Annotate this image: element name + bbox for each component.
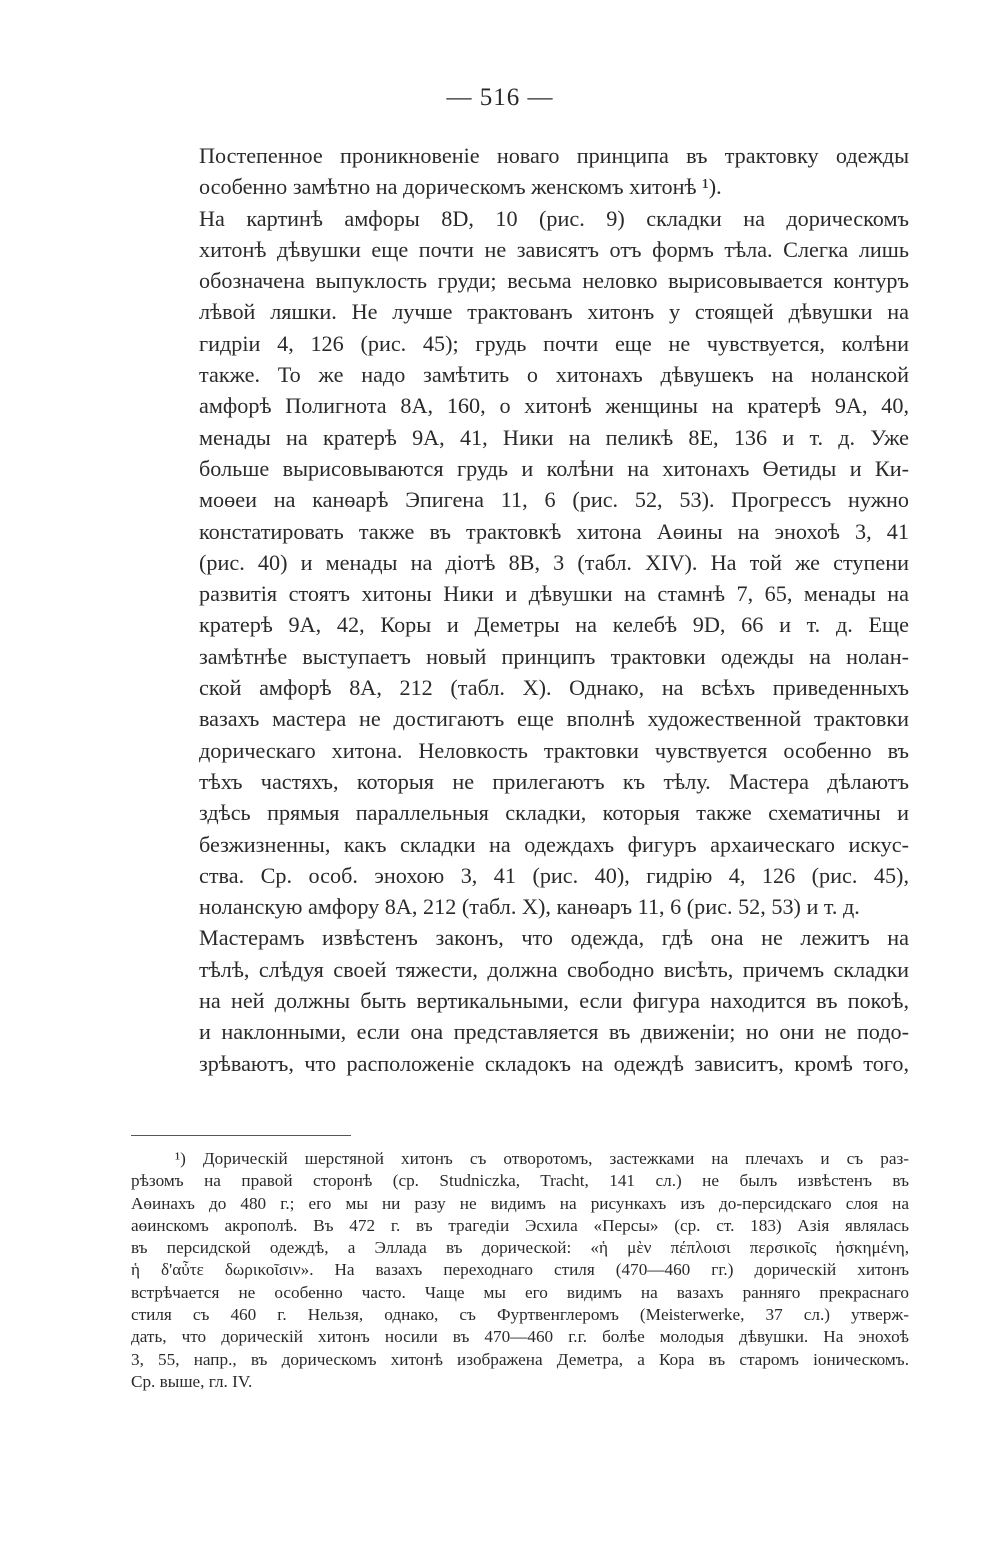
paragraph-3	[131, 922, 909, 1078]
footnote-line: ¹) Дорическій шерстяной хитонъ съ отворотомъ, застежками на плечахъ и съ раз-	[175, 1149, 909, 1168]
paragraph-2	[131, 203, 909, 923]
text-line: больше вырисовываются грудь и колѣни на хитонахъ Өетиды и Ки-	[199, 455, 909, 481]
text-line: здѣсь прямыя параллельныя складки, которыя также схематичны и	[199, 800, 909, 826]
text-line: ства. Ср. особ. энохою 3, 41 (рис. 40), гидрію 4, 126 (рис. 45),	[199, 862, 909, 888]
main-text	[131, 140, 909, 1079]
footnote-divider	[131, 1135, 351, 1136]
text-line: на ней должны быть вертикальными, если фигура находится въ покоѣ,	[199, 988, 909, 1014]
text-line: тѣхъ частяхъ, которыя не прилегаютъ къ тѣлу. Мастера дѣлаютъ	[199, 768, 909, 794]
text-line: дорическаго хитона. Неловкость трактовки чувствуется особенно въ	[199, 737, 909, 763]
text-line: менады на кратерѣ 9A, 41, Ники на пеликѣ 8E, 136 и т. д. Уже	[199, 424, 909, 450]
text-line: ноланскую амфору 8A, 212 (табл. X), канөаръ 11, 6 (рис. 52, 53) и т. д.	[199, 894, 860, 920]
text-line: хитонѣ дѣвушки еще почти не зависятъ отъ формъ тѣла. Слегка лишь	[199, 236, 909, 262]
text-line: Постепенное проникновеніе новаго принципа въ трактовку одежды	[199, 143, 909, 168]
text-line: тѣлѣ, слѣдуя своей тяжести, должна свободно висѣть, причемъ складки	[199, 956, 909, 982]
paragraph-1	[131, 140, 909, 203]
footnote-line: рѣзомъ на правой сторонѣ (ср. Studniczka, Tracht, 141 сл.) не былъ извѣстенъ въ	[131, 1171, 909, 1191]
footnote-line: ἡ δ'αὖτε δωρικοῖσιν». На вазахъ переходнаго стиля (470—460 гг.) дорическій хитонъ	[131, 1260, 909, 1280]
footnote-line: Аөинахъ до 480 г.; его мы ни разу не видимъ на рисункахъ изъ до-персидскаго слоя на	[131, 1193, 909, 1213]
footnote-line: стиля съ 460 г. Нельзя, однако, съ Фуртвенглеромъ (Meisterwerke, 37 сл.) утверж-	[131, 1305, 909, 1325]
text-line: моөеи на канөарѣ Эпигена 11, 6 (рис. 52, 53). Прогрессъ нужно	[199, 487, 909, 513]
text-line: Мастерамъ извѣстенъ законъ, что одежда, гдѣ она не лежитъ на	[199, 925, 909, 951]
footnote-line: аөинскомъ акрополѣ. Въ 472 г. въ трагедіи Эсхила «Персы» (ср. ст. 183) Азія являлась	[131, 1215, 909, 1235]
footnote	[131, 1148, 909, 1393]
text-line: констатировать также въ трактовкѣ хитона Аөины на энохоѣ 3, 41	[199, 518, 909, 544]
footnote-line: дать, что дорическій хитонъ носили въ 470—460 г.г. болѣе молодыя дѣвушки. На энохоѣ	[131, 1327, 909, 1347]
text-line: безжизненны, какъ складки на одеждахъ фигуръ архаическаго искус-	[199, 831, 909, 857]
text-line: кратерѣ 9A, 42, Коры и Деметры на келебѣ 9D, 66 и т. д. Еще	[199, 612, 909, 638]
text-line: обозначена выпуклость груди; весьма неловко вырисовывается контуръ	[199, 268, 909, 294]
text-line: особенно замѣтно на дорическомъ женскомъ хитонѣ ¹).	[199, 174, 722, 200]
text-line: На картинѣ амфоры 8D, 10 (рис. 9) складки на дорическомъ	[199, 205, 909, 231]
page-number: — 516 —	[446, 84, 554, 111]
footnote-line: 3, 55, напр., въ дорическомъ хитонѣ изображена Деметра, а Кора въ старомъ іоническомъ.	[131, 1349, 909, 1369]
text-line: развитія стоятъ хитоны Ники и дѣвушки на стамнѣ 7, 65, менады на	[199, 581, 909, 607]
footnote-line: въ персидской одеждѣ, а Эллада въ дорической: «ἡ μὲν πέπλοισι περσικοῖς ἠσκημένη,	[131, 1238, 909, 1258]
text-line: и наклонными, если она представляется въ движеніи; но они не подо-	[199, 1019, 909, 1045]
text-line: лѣвой ляшки. Не лучше трактованъ хитонъ у стоящей дѣвушки на	[199, 299, 909, 325]
text-line: (рис. 40) и менады на діотѣ 8B, 3 (табл. XIV). На той же ступени	[199, 549, 909, 575]
text-line: ской амфорѣ 8A, 212 (табл. X). Однако, на всѣхъ приведенныхъ	[199, 675, 909, 701]
text-line: также. То же надо замѣтить о хитонахъ дѣвушекъ на ноланской	[199, 362, 909, 388]
text-line: зрѣваютъ, что расположеніе складокъ на одеждѣ зависитъ, кромѣ того,	[199, 1050, 909, 1076]
text-line: вазахъ мастера не достигаютъ еще вполнѣ художественной трактовки	[199, 706, 909, 732]
text-line: замѣтнѣе выступаетъ новый принципъ трактовки одежды на нолан-	[199, 643, 909, 669]
footnote-line: встрѣчается не особенно часто. Чаще мы его видимъ на вазахъ ранняго прекраснаго	[131, 1282, 909, 1302]
text-line: гидріи 4, 126 (рис. 45); грудь почти еще не чувствуется, колѣни	[199, 330, 909, 356]
footnote-line: Ср. выше, гл. IV.	[131, 1371, 253, 1391]
text-line: амфорѣ Полигнота 8A, 160, о хитонѣ женщины на кратерѣ 9A, 40,	[199, 393, 909, 419]
